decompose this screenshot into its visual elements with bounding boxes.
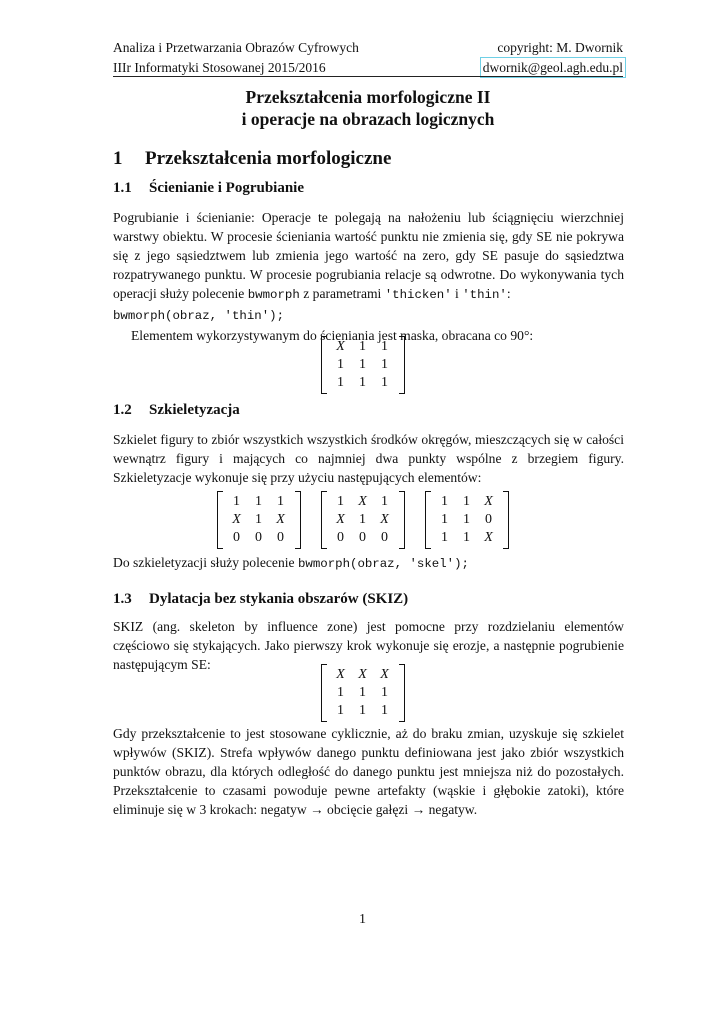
paragraph: SKIZ (ang. skeleton by influence zone) jest pomocne przy rozdzielaniu elementów częściowo się stykających. Jako pierwszy krok wykonuje się erozje, a następnie pogrubienie następującym SE: — [113, 619, 624, 672]
matrix-cell: 1 — [337, 494, 344, 509]
paragraph-text: : — [506, 286, 511, 301]
param-thicken: 'thicken' — [384, 288, 452, 302]
thinning-matrix-row — [0, 338, 725, 392]
matrix-cell: X — [484, 530, 493, 545]
matrix-cell: 1 — [255, 512, 262, 527]
matrix-cell: 1 — [337, 375, 344, 390]
matrix-cell: X — [336, 512, 345, 527]
matrix-cell: 0 — [359, 530, 366, 545]
title-line-2: i operacje na obrazach logicznych — [241, 109, 495, 129]
matrix-cell: X — [484, 494, 493, 509]
paragraph: Szkielet figury to zbiór wszystkich wszystkich środków okręgów, mieszczących się w całości wewnątrz figury i mających co najmniej dwa punkty wspólne z brzegiem figury. Szkieletyzacje wykonuje się przy użyciu następujących elementów: — [113, 432, 624, 485]
matrix-cell: X — [336, 667, 345, 682]
paragraph-text: Do szkieletyzacji służy polecenie — [113, 555, 298, 570]
matrix-cell: 1 — [255, 494, 262, 509]
matrix-skiz — [321, 666, 405, 720]
subsection-title: Ścienianie i Pogrubianie — [149, 180, 305, 196]
paragraph-text: i — [451, 286, 463, 301]
matrix-cell: 1 — [359, 512, 366, 527]
header-rule — [113, 76, 623, 77]
skiz-description — [113, 724, 624, 819]
section-title: Przekształcenia morfologiczne — [145, 148, 392, 169]
matrix-cell: 1 — [381, 703, 388, 718]
matrix-cell: 1 — [463, 494, 470, 509]
paragraph — [113, 208, 624, 326]
header-year: IIIr Informatyki Stosowanej 2015/2016 — [113, 60, 326, 75]
code-example: bwmorph(obraz, 'skel'); — [297, 557, 469, 571]
matrix-skeleton-3 — [425, 493, 509, 547]
subsection-1-2-body — [113, 430, 624, 487]
matrix-cell: X — [276, 512, 285, 527]
subsection-title: Dylatacja bez stykania obszarów (SKIZ) — [149, 591, 409, 607]
paragraph — [113, 553, 624, 574]
matrix-cell: 1 — [381, 685, 388, 700]
skiz-matrix-row — [0, 666, 725, 720]
header-copyright: copyright: M. Dwornik — [497, 40, 623, 55]
matrix-cell: 1 — [381, 357, 388, 372]
code-example: bwmorph(obraz, 'thin'); — [113, 309, 285, 323]
matrix-cell: 1 — [359, 685, 366, 700]
matrix-cell: 0 — [277, 530, 284, 545]
header-email-link[interactable]: dwornik@geol.agh.edu.pl — [480, 57, 626, 78]
matrix-cell: 1 — [359, 703, 366, 718]
matrix-cell: 0 — [381, 530, 388, 545]
section-1-heading — [113, 148, 391, 170]
matrix-cell: 1 — [463, 530, 470, 545]
matrix-cell: X — [232, 512, 241, 527]
matrix-cell: 0 — [233, 530, 240, 545]
section-number: 1 — [113, 148, 123, 169]
subsection-1-2-heading — [113, 402, 240, 419]
document-title — [113, 86, 623, 130]
subsection-number: 1.1 — [113, 180, 132, 196]
matrix-cell: X — [380, 512, 389, 527]
matrix-skeleton-2 — [321, 493, 405, 547]
subsection-1-1-body — [113, 208, 624, 345]
matrix-thinning — [321, 338, 405, 392]
matrix-cell: 1 — [381, 339, 388, 354]
matrix-cell: 1 — [277, 494, 284, 509]
matrix-cell: 1 — [463, 512, 470, 527]
subsection-1-3-heading — [113, 591, 408, 608]
matrix-cell: 1 — [359, 357, 366, 372]
matrix-cell: 0 — [337, 530, 344, 545]
mask-paragraph: Elementem wykorzystywanym do ścieniania jest maska, obracana co 90°: — [131, 328, 534, 343]
skeleton-matrix-row — [0, 493, 725, 547]
command-name: bwmorph — [247, 288, 300, 302]
matrix-cell: X — [380, 667, 389, 682]
matrix-cell: X — [358, 494, 367, 509]
matrix-cell: X — [336, 339, 345, 354]
subsection-title: Szkieletyzacja — [149, 402, 240, 418]
title-line-1: Przekształcenia morfologiczne II — [245, 87, 491, 107]
matrix-cell: 1 — [359, 339, 366, 354]
matrix-cell: 1 — [337, 685, 344, 700]
subsection-1-1-heading — [113, 180, 304, 197]
matrix-cell: 1 — [441, 494, 448, 509]
page-number: 1 — [359, 912, 366, 927]
matrix-cell: 1 — [337, 703, 344, 718]
matrix-cell: X — [358, 667, 367, 682]
paragraph-text: z parametrami — [299, 286, 385, 301]
matrix-cell: 1 — [441, 512, 448, 527]
header-course: Analiza i Przetwarzania Obrazów Cyfrowych — [113, 40, 359, 55]
param-thin: 'thin' — [462, 288, 507, 302]
matrix-cell: 0 — [485, 512, 492, 527]
matrix-cell: 1 — [359, 375, 366, 390]
matrix-cell: 0 — [255, 530, 262, 545]
running-header — [113, 38, 623, 78]
matrix-cell: 1 — [233, 494, 240, 509]
matrix-cell: 1 — [381, 375, 388, 390]
subsection-number: 1.2 — [113, 402, 132, 418]
paragraph-text: Pogrubianie i ścienianie: Operacje te polegają na nałożeniu lub ściągnięciu wierzchniej warstwy obiektu. W procesie ścieniania wartość punktu nie zmienia się, gdy SE nie pokrywa się z jego sąsiedztwem lub zmienia jego wartość na zero, gdy SE pasuje do sąsiedztwa rozpatrywanego punktu. W procesie pogrubiania relacje są odwrotne. Do wykonywania tych operacji służy polecenie — [113, 210, 624, 301]
matrix-cell: 1 — [337, 357, 344, 372]
skeleton-command-paragraph — [113, 553, 624, 574]
subsection-number: 1.3 — [113, 591, 132, 607]
matrix-skeleton-1 — [217, 493, 301, 547]
matrix-cell: 1 — [441, 530, 448, 545]
paragraph: Gdy przekształcenie to jest stosowane cyklicznie, aż do braku zmian, uzyskuje się szkielet wpływów (SKIZ). Strefa wpływów danego punktu definiowana jest jako zbiór wszystkich punktów obrazu, dla których odległość do danego punktu jest mniejsza niż do pozostałych. Przekształcenie to czasami powoduje pewne artefakty (wąskie i głębokie zatoki), które eliminuje się w 3 krokach: negatyw → obcięcie gałęzi → negatyw. — [113, 726, 624, 817]
matrix-cell: 1 — [381, 494, 388, 509]
